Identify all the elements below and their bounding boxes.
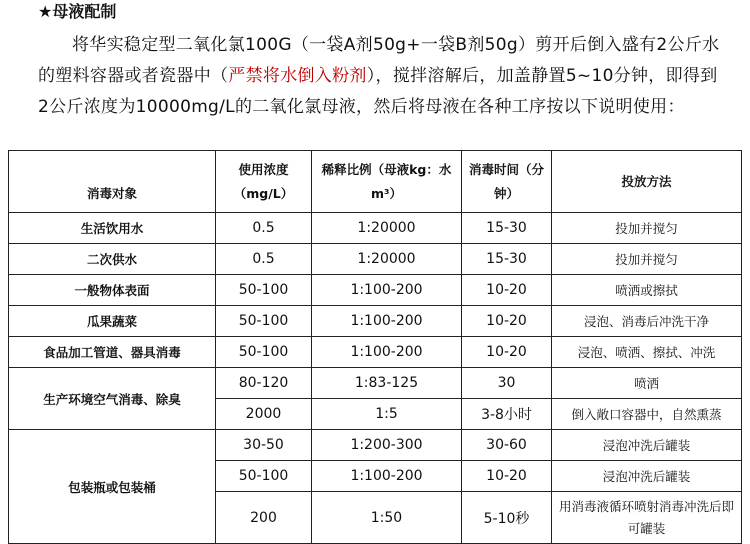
warning-text: 严禁将水倒入粉剂	[228, 66, 367, 86]
cell-time: 3-8小时	[462, 399, 552, 430]
cell-concentration: 50-100	[216, 306, 312, 337]
table-row	[9, 213, 742, 244]
header-method: 投放方法	[552, 151, 742, 213]
table-row	[9, 430, 742, 461]
cell-concentration: 30-50	[216, 430, 312, 461]
cell-ratio: 1:100-200	[312, 275, 462, 306]
header-time: 消毒时间（分钟）	[462, 151, 552, 213]
cell-time: 30-60	[462, 430, 552, 461]
cell-ratio: 1:100-200	[312, 337, 462, 368]
cell-method: 浸泡、消毒后冲洗干净	[552, 306, 742, 337]
cell-time: 15-30	[462, 213, 552, 244]
cell-time: 10-20	[462, 306, 552, 337]
cell-object: 一般物体表面	[9, 275, 216, 306]
cell-ratio: 1:100-200	[312, 461, 462, 492]
cell-concentration: 50-100	[216, 275, 312, 306]
header-object: 消毒对象	[9, 151, 216, 213]
cell-ratio: 1:200-300	[312, 430, 462, 461]
cell-ratio: 1:20000	[312, 244, 462, 275]
table-row	[9, 244, 742, 275]
cell-method: 浸泡、喷洒、擦拭、冲洗	[552, 337, 742, 368]
cell-object: 包装瓶或包装桶	[9, 430, 216, 544]
section-heading: ★母液配制	[38, 2, 117, 21]
table-row	[9, 275, 742, 306]
cell-concentration: 0.5	[216, 244, 312, 275]
cell-object: 生产环境空气消毒、除臭	[9, 368, 216, 430]
cell-ratio: 1:5	[312, 399, 462, 430]
cell-time: 15-30	[462, 244, 552, 275]
cell-object: 生活饮用水	[9, 213, 216, 244]
table-header-row	[9, 151, 742, 213]
table-row	[9, 368, 742, 399]
instruction-paragraph	[38, 30, 728, 123]
cell-time: 5-10秒	[462, 492, 552, 544]
table-row	[9, 337, 742, 368]
cell-method: 浸泡冲洗后罐装	[552, 430, 742, 461]
cell-object: 食品加工管道、器具消毒	[9, 337, 216, 368]
disinfection-table	[8, 150, 742, 544]
cell-concentration: 80-120	[216, 368, 312, 399]
cell-method: 喷洒	[552, 368, 742, 399]
header-ratio: 稀释比例（母液kg：水m³）	[312, 151, 462, 213]
cell-concentration: 50-100	[216, 337, 312, 368]
cell-concentration: 50-100	[216, 461, 312, 492]
cell-method: 投加并搅匀	[552, 244, 742, 275]
paragraph-text-1: 将华实稳定型二氧化氯100G（一袋A剂50g+一袋B剂50g）剪开后倒入盛有2公斤水的塑料容器或者瓷器中（	[38, 35, 720, 86]
cell-method: 喷洒或擦拭	[552, 275, 742, 306]
cell-ratio: 1:83-125	[312, 368, 462, 399]
cell-ratio: 1:50	[312, 492, 462, 544]
cell-time: 10-20	[462, 337, 552, 368]
cell-method: 投加并搅匀	[552, 213, 742, 244]
cell-concentration: 200	[216, 492, 312, 544]
header-concentration: 使用浓度（mg/L）	[216, 151, 312, 213]
cell-object: 瓜果蔬菜	[9, 306, 216, 337]
cell-object: 二次供水	[9, 244, 216, 275]
cell-method: 浸泡冲洗后罐装	[552, 461, 742, 492]
cell-time: 10-20	[462, 275, 552, 306]
cell-concentration: 0.5	[216, 213, 312, 244]
cell-method: 倒入敞口容器中，自然熏蒸	[552, 399, 742, 430]
table-row	[9, 306, 742, 337]
cell-concentration: 2000	[216, 399, 312, 430]
cell-time: 30	[462, 368, 552, 399]
cell-ratio: 1:100-200	[312, 306, 462, 337]
cell-method: 用消毒液循环喷射消毒冲洗后即可罐装	[552, 492, 742, 544]
cell-time: 10-20	[462, 461, 552, 492]
paragraph-text-2: ），搅拌溶解后，加盖静置5~10分钟，即得到2公斤浓度为10000mg/L的二氧化氯母液，然后将母液在各种工序按以下说明使用：	[38, 66, 718, 117]
cell-ratio: 1:20000	[312, 213, 462, 244]
